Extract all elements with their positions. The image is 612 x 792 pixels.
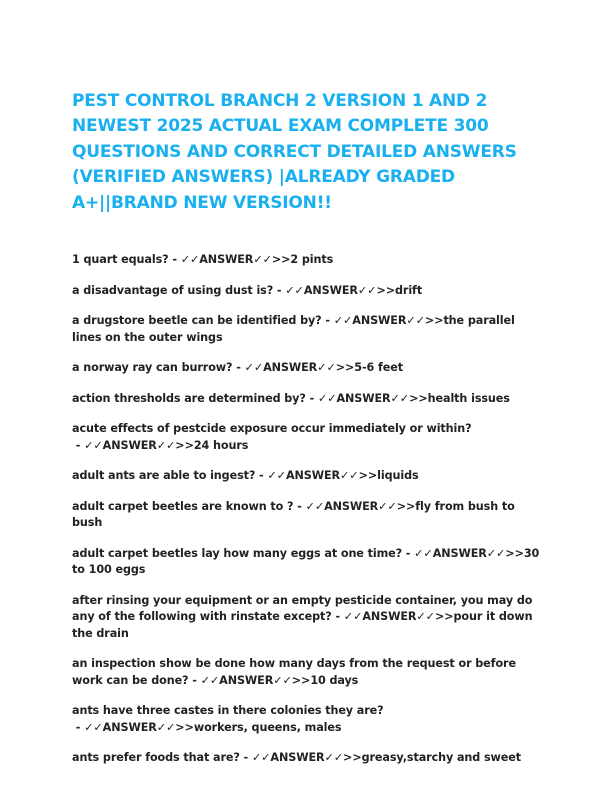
answer-marker: - ✓✓ANSWER✓✓>>: [168, 253, 291, 266]
answer-marker: - ✓✓ANSWER✓✓>>: [273, 283, 395, 297]
question-text: a norway ray can burrow?: [72, 361, 233, 375]
list-item: [72, 703, 542, 736]
list-item: [72, 252, 542, 268]
answer-marker: - ✓✓ANSWER✓✓>>: [402, 546, 524, 560]
answer-marker: - ✓✓ANSWER✓✓>>: [72, 720, 194, 734]
question-text: acute effects of pestcide exposure occur immediately or within?: [72, 422, 472, 436]
answer-text: 30 to 100 eggs: [72, 546, 540, 577]
question-text: an inspection show be done how many days from the request or before work can be done?: [72, 657, 516, 687]
question-text: a drugstore beetle can be identified by?: [72, 314, 322, 328]
answer-marker: - ✓✓ANSWER✓✓>>: [293, 499, 416, 513]
list-item: [72, 391, 542, 407]
question-text: action thresholds are determined by?: [72, 391, 306, 405]
answer-text: workers, queens, males: [193, 720, 342, 734]
list-item: [72, 499, 542, 532]
answer-text: 5-6 feet: [354, 361, 403, 375]
question-text: adult carpet beetles lay how many eggs at one time?: [72, 546, 403, 560]
answer-marker: - ✓✓ANSWER✓✓>>: [305, 391, 428, 405]
answer-text: greasy,starchy and sweet: [361, 751, 521, 765]
answer-text: drift: [395, 283, 423, 297]
question-text: ants prefer foods that are?: [72, 751, 240, 765]
question-text: adult carpet beetles are known to ?: [72, 499, 294, 513]
answer-text: 10 days: [310, 673, 359, 687]
list-item: [72, 421, 542, 454]
question-text: a disadvantage of using dust is?: [72, 283, 274, 297]
answer-text: 24 hours: [193, 438, 249, 452]
answer-marker: - ✓✓ANSWER✓✓>>: [331, 610, 454, 624]
answer-text: the parallel lines on the outer wings: [72, 314, 515, 344]
answer-marker: - ✓✓ANSWER✓✓>>: [321, 314, 444, 328]
question-text: 1 quart equals?: [72, 253, 169, 266]
answer-text: fly from bush to bush: [72, 499, 515, 530]
document-title: PEST CONTROL BRANCH 2 VERSION 1 AND 2 NEWEST 2025 ACTUAL EXAM COMPLETE 300 QUESTIONS AND CORRECT DETAILED ANSWERS (VERIFIED ANSWERS) |ALREADY GRADED A+||BRAND NEW VERSION!!: [72, 91, 517, 213]
answer-text: pour it down the drain: [72, 610, 533, 640]
answer-marker: - ✓✓ANSWER✓✓>>: [232, 361, 355, 375]
list-item: [72, 360, 542, 376]
answer-marker: - ✓✓ANSWER✓✓>>: [188, 673, 311, 687]
question-text: after rinsing your equipment or an empty pesticide container, you may do any of the following with rinstate except?: [72, 593, 533, 624]
list-item: [72, 468, 542, 484]
answer-text: 2 pints: [290, 253, 334, 266]
list-item: [72, 313, 542, 346]
list-item: [72, 283, 542, 299]
answer-marker: - ✓✓ANSWER✓✓>>: [255, 469, 378, 483]
list-item: [72, 546, 542, 579]
answer-marker: - ✓✓ANSWER✓✓>>: [72, 438, 194, 452]
list-item: [72, 593, 542, 642]
list-item: [72, 750, 542, 766]
question-text: adult ants are able to ingest?: [72, 469, 256, 483]
answer-text: health issues: [427, 391, 510, 405]
list-item: [72, 656, 542, 689]
answer-marker: - ✓✓ANSWER✓✓>>: [239, 751, 362, 765]
answer-text: liquids: [377, 469, 419, 483]
question-text: ants have three castes in there colonies they are?: [72, 704, 384, 718]
qa-list: [72, 252, 542, 781]
